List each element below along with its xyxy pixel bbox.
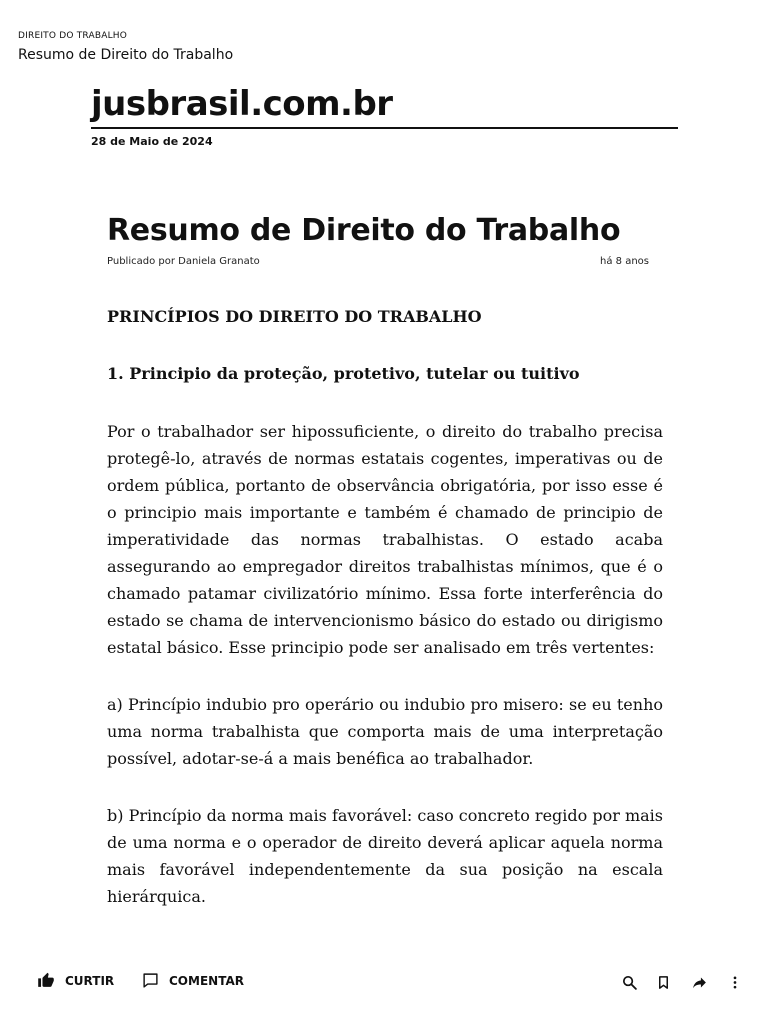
document-header xyxy=(18,31,233,63)
paragraph: b) Princípio da norma mais favorável: caso concreto regido por mais de uma norma e o operador de direito deverá aplicar aquela norma mais favorável independentemente da sua posição na escala hierárquica. xyxy=(107,806,663,906)
search-button[interactable] xyxy=(621,974,638,995)
subheading: 1. Principio da proteção, protetivo, tutelar ou tuitivo xyxy=(107,364,580,383)
masthead-divider xyxy=(91,127,678,129)
article-body xyxy=(107,305,663,910)
more-icon xyxy=(727,974,743,991)
published-age: há 8 anos xyxy=(600,256,649,267)
share-icon xyxy=(691,974,708,991)
section-heading: PRINCÍPIOS DO DIREITO DO TRABALHO xyxy=(107,307,482,326)
more-options-button[interactable] xyxy=(727,974,743,995)
print-date: 28 de Maio de 2024 xyxy=(91,135,213,148)
like-button[interactable] xyxy=(37,972,114,989)
bookmark-icon xyxy=(656,974,671,991)
comment-button[interactable] xyxy=(142,972,244,989)
thumbs-up-icon xyxy=(37,972,55,989)
comment-icon xyxy=(142,972,159,989)
masthead xyxy=(91,82,678,148)
bookmark-button[interactable] xyxy=(656,974,671,995)
share-button[interactable] xyxy=(691,974,708,995)
paragraph: a) Princípio indubio pro operário ou indubio pro misero: se eu tenho uma norma trabalhista que comporta mais de uma interpretação possível, adotar-se-á a mais benéfica ao trabalhador. xyxy=(107,695,663,768)
action-bar xyxy=(0,960,768,1004)
byline xyxy=(107,256,663,267)
search-icon xyxy=(621,974,638,991)
comment-label: COMENTAR xyxy=(169,973,244,988)
article-title: Resumo de Direito do Trabalho xyxy=(107,213,621,248)
category-label: DIREITO DO TRABALHO xyxy=(18,31,128,41)
paragraph: Por o trabalhador ser hipossuficiente, o direito do trabalho precisa protegê-lo, através de normas estatais cogentes, imperativas ou de ordem pública, portanto de observância obrigatória, por isso esse é o principio mais importante e também é chamado de principio de imperatividade das normas trabalhistas. O estado acaba assegurando ao empregador direitos trabalhistas mínimos, que é o chamado patamar civilizatório mínimo. Essa forte interferência do estado se chama de intervencionismo básico do estado ou dirigismo estatal básico. Esse principio pode ser analisado em três vertentes: xyxy=(107,422,663,657)
author-label: Publicado por Daniela Granato xyxy=(107,256,260,267)
like-label: CURTIR xyxy=(65,973,115,988)
article xyxy=(107,208,663,910)
document-title: Resumo de Direito do Trabalho xyxy=(18,47,234,63)
site-name: jusbrasil.com.br xyxy=(91,84,393,124)
